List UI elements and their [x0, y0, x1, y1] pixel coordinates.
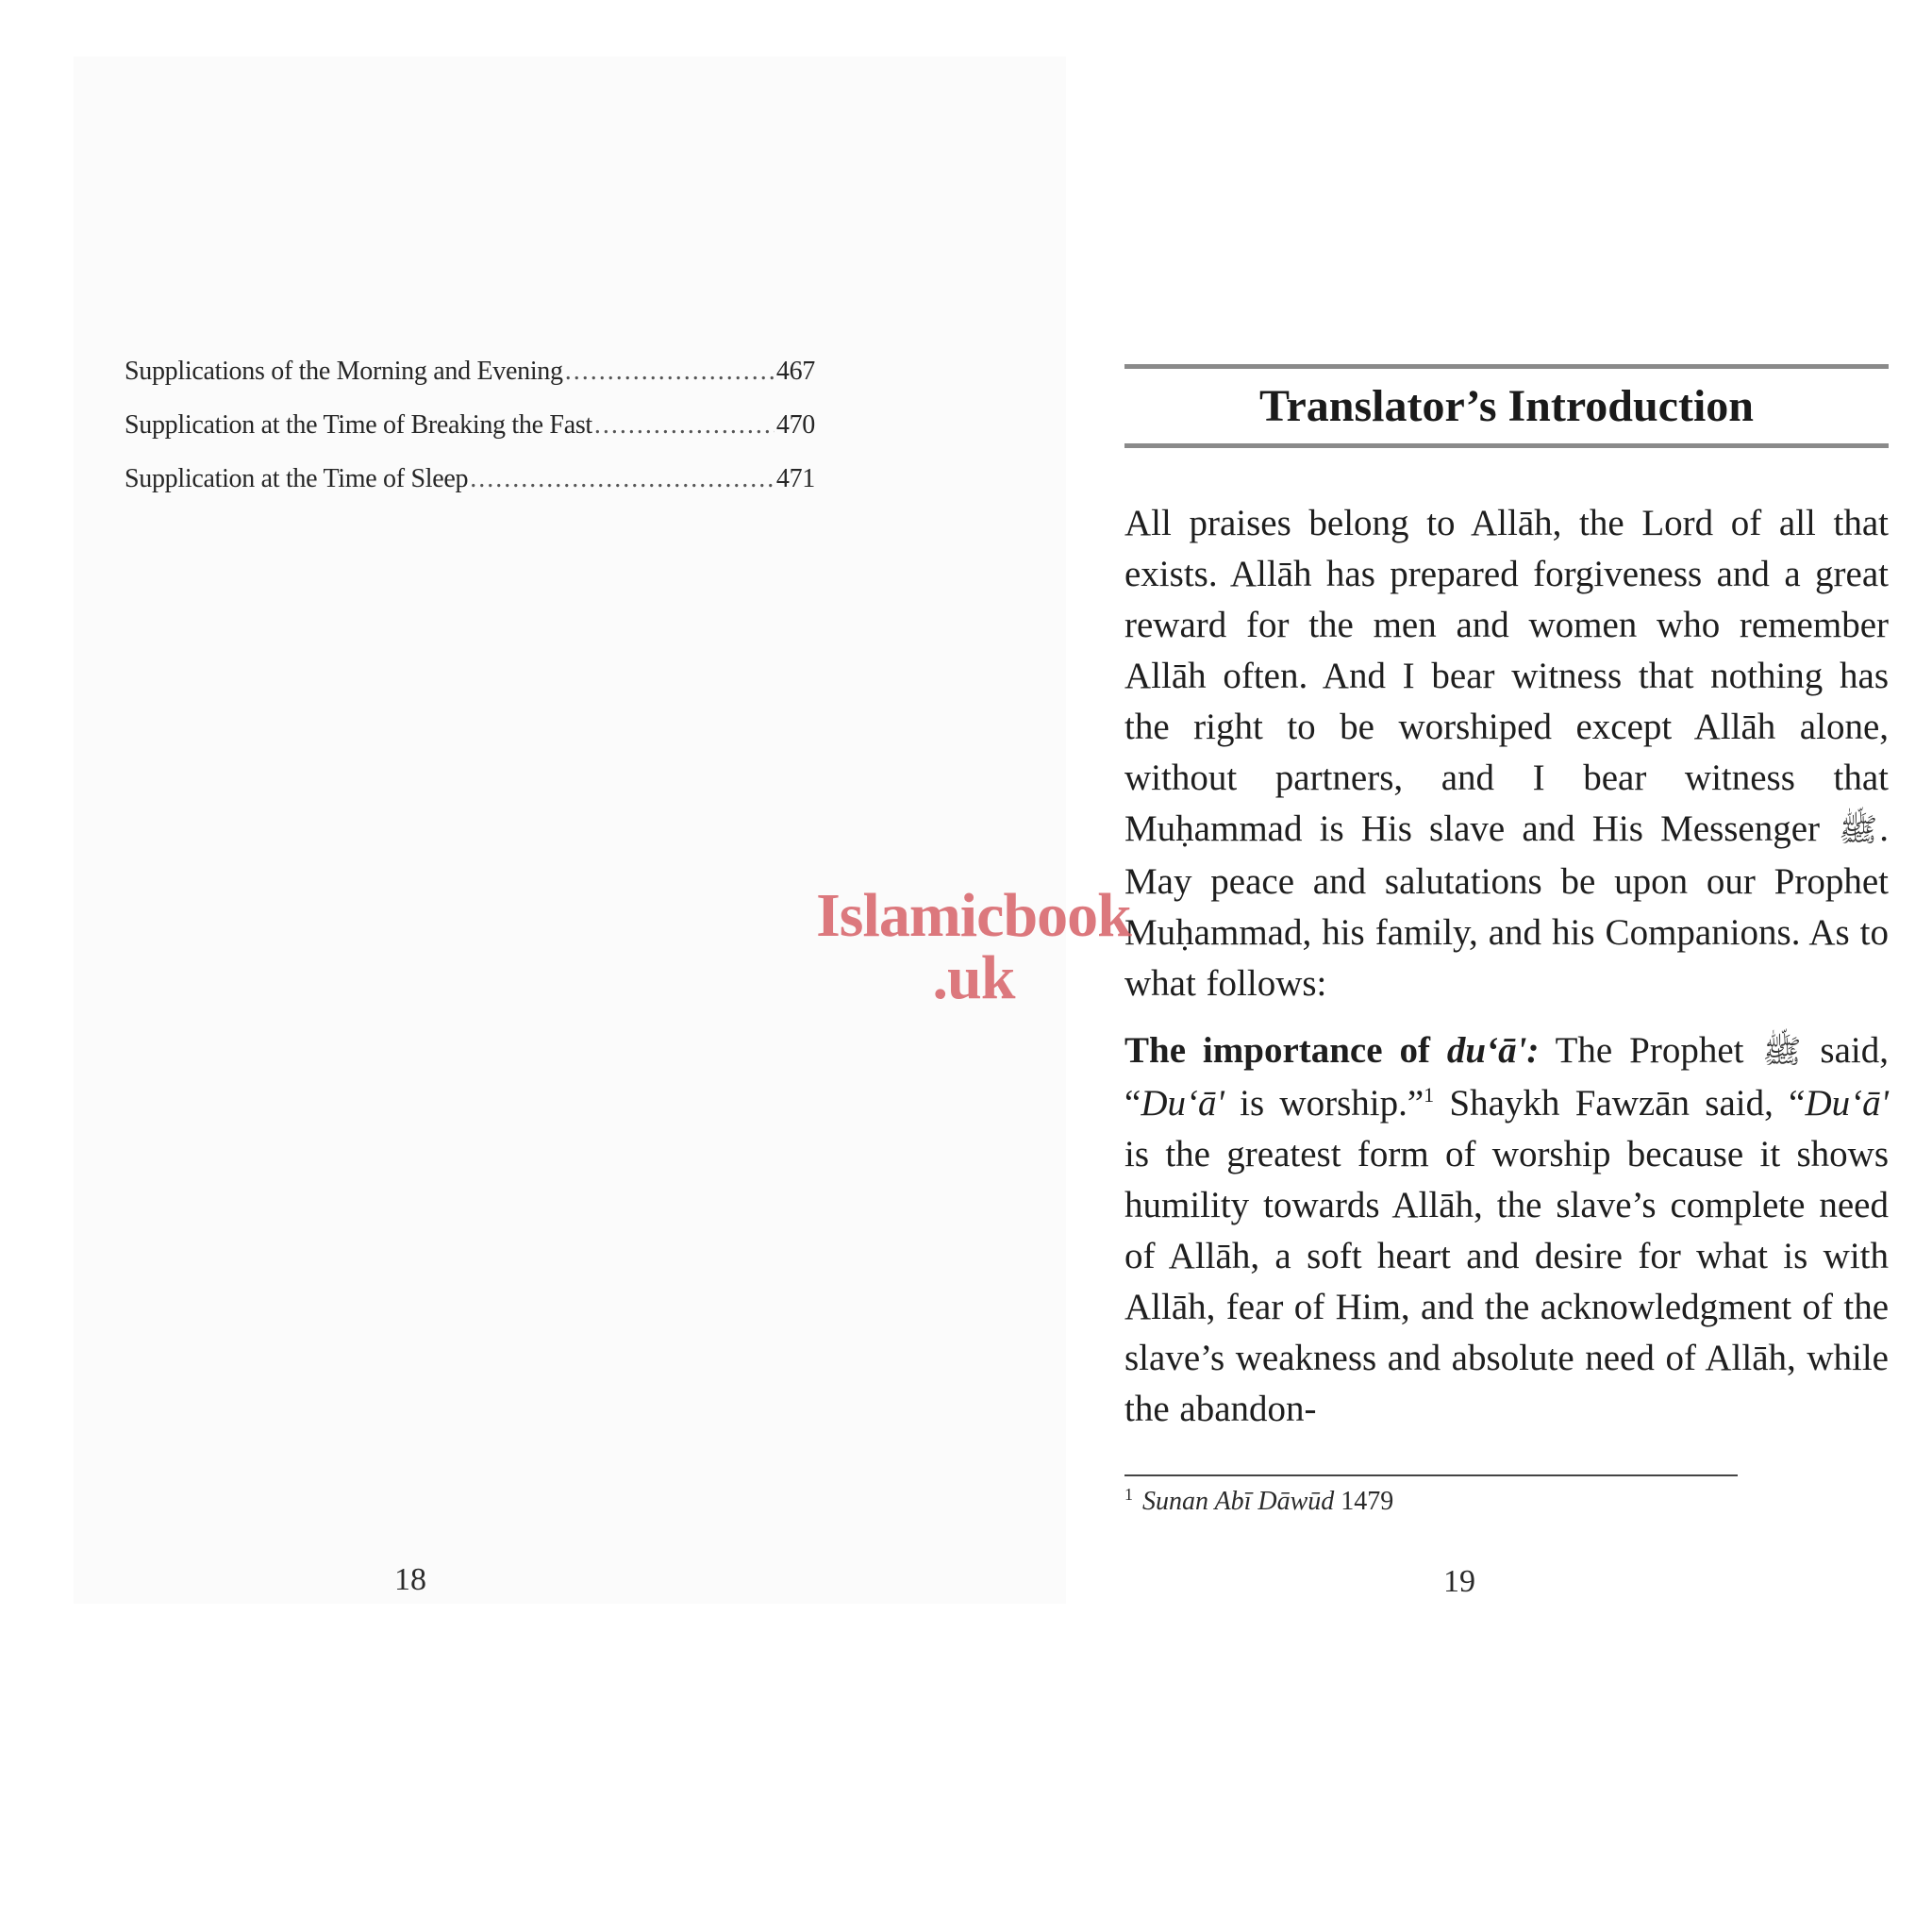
toc-entry [125, 464, 815, 518]
footnote-reference[interactable]: 1 [1424, 1083, 1435, 1107]
footnote-divider [1124, 1474, 1738, 1476]
toc-dot-leader [470, 464, 774, 494]
paragraph-1-text-b: . May peace and salutations be upon our Prophet Muḥammad, his family, and his Companions. As to what follows: [1124, 808, 1889, 1004]
toc-dot-leader [565, 357, 774, 387]
paragraph-2-text-b: said, “ [1124, 1030, 1889, 1124]
footnote [1124, 1484, 1889, 1517]
toc-entry [125, 357, 815, 410]
term-dua-1: Du‘ā' [1141, 1083, 1224, 1124]
toc-entry-page: 471 [775, 464, 815, 493]
left-page [74, 57, 1121, 1604]
paragraph-2-text-e: is the greatest form of worship because it shows humility towards Allāh, the slave’s complete need of Allāh, a soft heart and desire for what is with Allāh, fear of Him, and the acknowledgment of the slave’s weakness and absolute need of Allāh, while the abandon- [1124, 1134, 1889, 1429]
table-of-contents [125, 357, 815, 518]
watermark-line-2: .uk [932, 943, 1015, 1012]
term-dua-2: Du‘ā' [1805, 1083, 1889, 1124]
paragraph-2-text-c: is worship.” [1224, 1083, 1424, 1124]
toc-entry-page: 467 [775, 357, 815, 386]
body-paragraph-2 [1124, 1025, 1889, 1435]
watermark-line-1: Islamicbook [816, 881, 1131, 950]
chapter-title: Translator’s Introduction [1258, 381, 1754, 431]
right-page-number: 19 [1443, 1564, 1475, 1599]
footnote-number: 1479 [1341, 1487, 1394, 1516]
toc-entry-title: Supplication at the Time of Breaking the Fast [125, 410, 592, 440]
watermark [804, 881, 1143, 1012]
chapter-rule-bottom [1124, 443, 1889, 448]
paragraph-1-text-a: All praises belong to Allāh, the Lord of all that exists. Allāh has prepared forgiveness and a great reward for the men and women who remember Allāh often. And I bear witness that nothing has the right to be worshiped except Allāh alone, without partners, and I bear witness that Muḥammad is His slave and His Messenger [1124, 503, 1889, 849]
footnote-mark: 1 [1124, 1484, 1133, 1504]
paragraph-2-lead [1124, 1030, 1539, 1071]
toc-entry-title: Supplications of the Morning and Evening [125, 357, 563, 386]
toc-dot-leader [594, 410, 774, 441]
lead-term: du‘ā': [1446, 1030, 1540, 1071]
honorific-icon: ﷺ [1762, 1035, 1802, 1070]
body-paragraph-1 [1124, 498, 1889, 1009]
left-page-number: 18 [394, 1562, 426, 1597]
toc-entry [125, 410, 815, 464]
toc-entry-page: 470 [775, 410, 815, 440]
footnote-source: Sunan Abī Dāwūd [1142, 1487, 1335, 1516]
chapter-rule-top [1124, 364, 1889, 369]
paragraph-2-text-a: The Prophet [1539, 1030, 1761, 1071]
toc-entry-title: Supplication at the Time of Sleep [125, 464, 469, 493]
honorific-icon: ﷺ [1839, 813, 1878, 848]
paragraph-2-text-d: Shaykh Fawzān said, “ [1434, 1083, 1806, 1124]
lead-text: The importance of [1124, 1030, 1447, 1071]
